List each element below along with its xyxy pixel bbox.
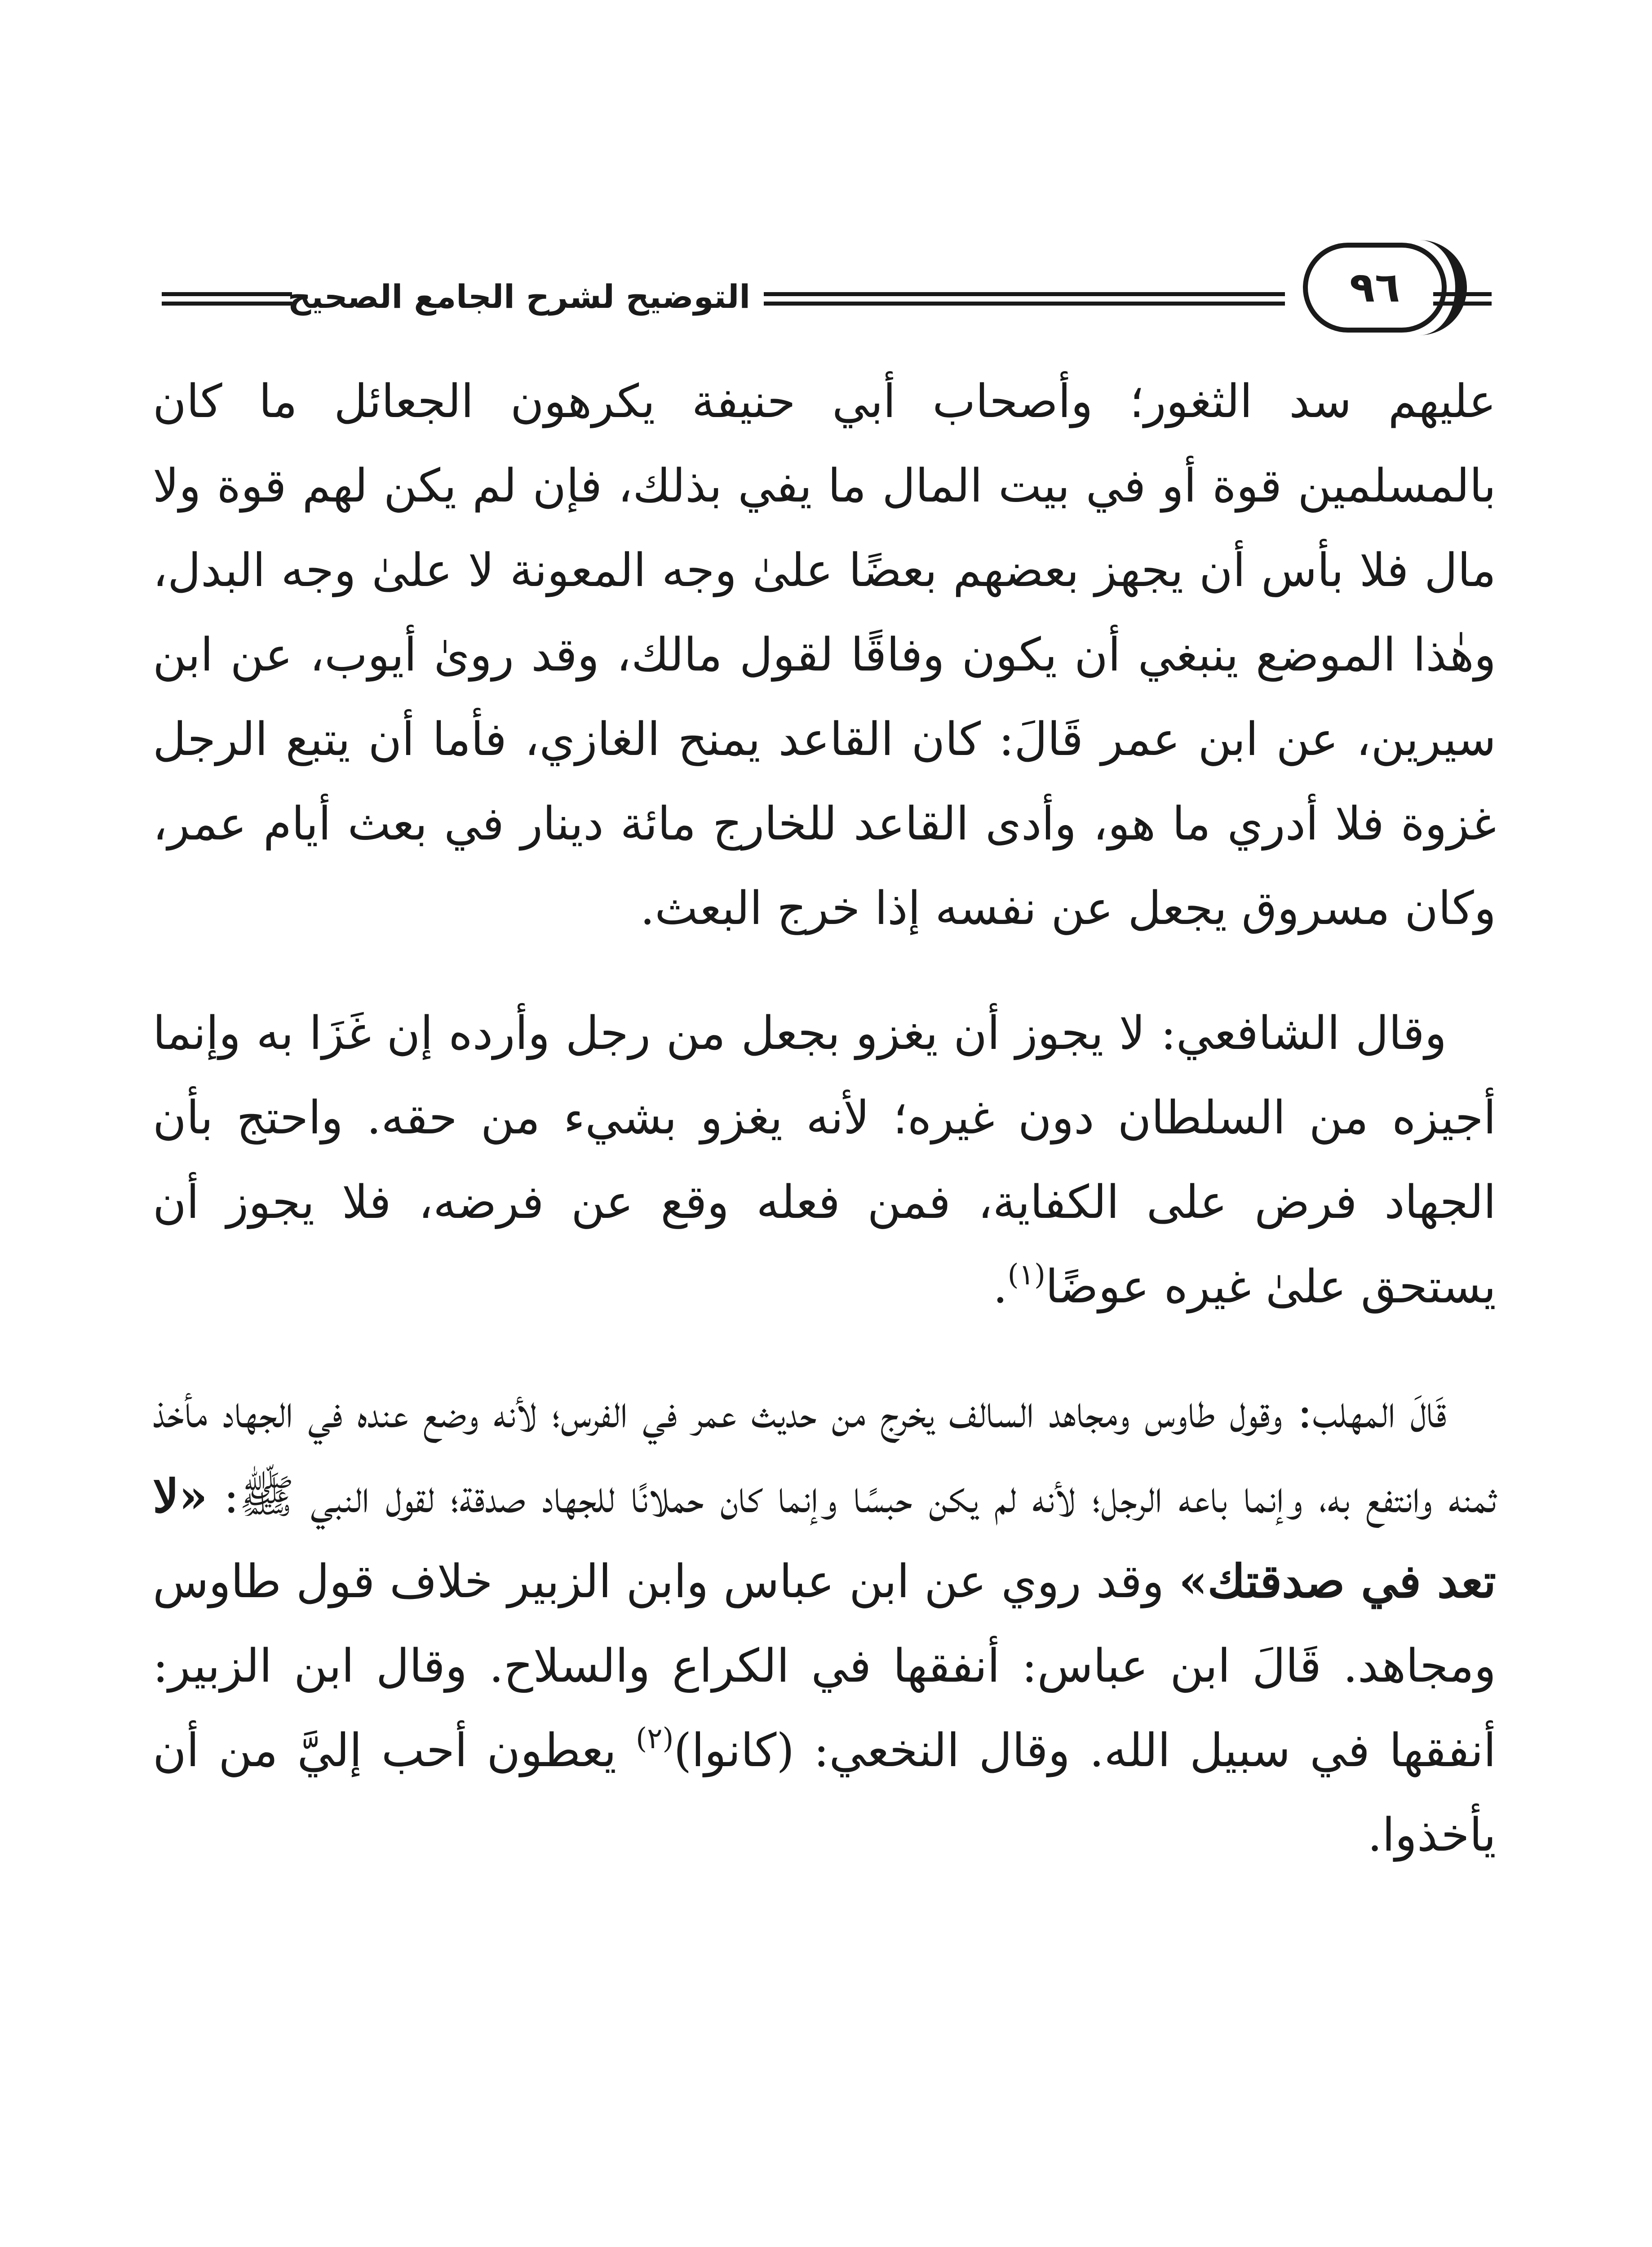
paragraph-2 bbox=[153, 991, 1496, 1329]
page-header bbox=[162, 234, 1492, 337]
running-title: التوضيح لشرح الجامع الصحيح bbox=[288, 278, 750, 315]
hadith-quote: «لا تعد في صدقتك» bbox=[153, 1470, 1496, 1608]
paragraph-3-text-a: قَالَ المهلب: وقول طاوس ومجاهد السالف يخرج من حديث عمر في الفرس؛ لأنه وضع عنده في الجهاد مأخذ ثمنه وانتفع به، وإنما باعه الرجل؛ لأنه لم يكن حبسًا وإنما كان حملانًا للجهاد صدقة؛ لقول النبي ﷺ: bbox=[153, 1385, 1496, 1523]
header-rule-right bbox=[1433, 292, 1492, 306]
paragraph-3-tail: يعطون أحب إليَّ من أن يأخذوا. bbox=[153, 1724, 1496, 1862]
paragraph-1 bbox=[153, 360, 1496, 951]
footnote-ref-1: (١) bbox=[1007, 1258, 1045, 1292]
page-number: ٩٦ bbox=[1303, 243, 1447, 333]
paragraph-3-text-b: وقد روي عن ابن عباس وابن الزبير خلاف قول طاوس ومجاهد. قَالَ ابن عباس: أنفقها في الكراع والسلاح. وقال ابن الزبير: أنفقها في سبيل الله. وقال النخعي: (كانوا) bbox=[153, 1555, 1496, 1777]
footnote-ref-2: (٢) bbox=[636, 1722, 674, 1755]
header-rule-left bbox=[162, 292, 292, 306]
paragraph-2-tail: . bbox=[993, 1260, 1008, 1314]
paragraph-1-text: عليهم سد الثغور؛ وأصحاب أبي حنيفة يكرهون الجعائل ما كان بالمسلمين قوة أو في بيت المال ما يفي بذلك، فإن لم يكن لهم قوة ولا مال فلا بأس أن يجهز بعضهم بعضًا علىٰ وجه المعونة لا علىٰ وجه البدل، وهٰذا الموضع ينبغي أن يكون وفاقًا لقول مالك، وقد روىٰ أيوب، عن ابن سيرين، عن ابن عمر قَالَ: كان القاعد يمنح الغازي، فأما أن يتبع الرجل غزوة فلا أدري ما هو، وأدى القاعد للخارج مائة دينار في بعث أيام عمر، وكان مسروق يجعل عن نفسه إذا خرج البعث. bbox=[153, 375, 1496, 935]
paragraph-3 bbox=[153, 1370, 1496, 1878]
header-rule-middle bbox=[764, 292, 1285, 306]
paragraph-2-text: وقال الشافعي: لا يجوز أن يغزو بجعل من رجل وأرده إن غَزَا به وإنما أجيزه من السلطان دون غيره؛ لأنه يغزو بشيء من حقه. واحتج بأن الجهاد فرض على الكفاية، فمن فعله وقع عن فرضه، فلا يجوز أن يستحق علىٰ غيره عوضًا bbox=[153, 1007, 1496, 1314]
main-text bbox=[153, 360, 1496, 1878]
